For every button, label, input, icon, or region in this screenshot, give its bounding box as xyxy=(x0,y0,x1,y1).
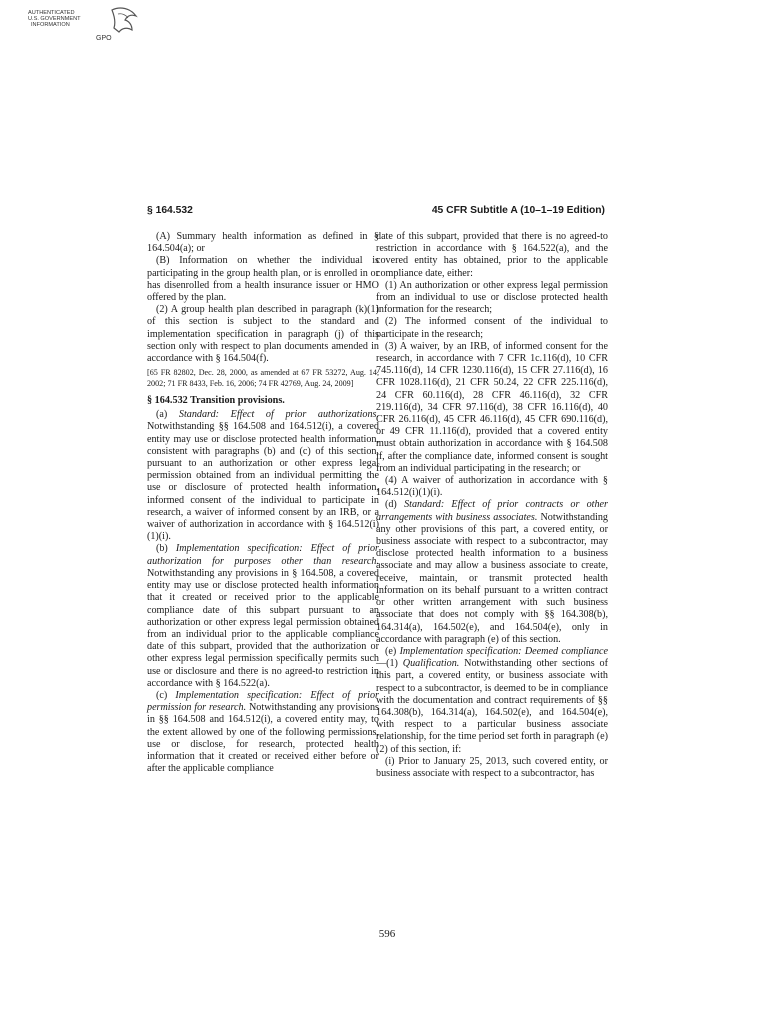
gpo-authentication-seal xyxy=(28,4,144,48)
paragraph-text: Notwithstanding any other provisions of this part, a covered entity, or business associate with respect to a subcontractor, may disclose protected health information to a business associate and may allow a business associate to create, receive, maintain, or transmit protected health information on its behalf pursuant to a written contract or other written arrangement with such business associate that does not comply with §§ 164.308(b), 164.314(a), 164.502(e), and 164.504(e), only in accordance with paragraph (e) of this section. xyxy=(376,511,608,645)
paragraph: (i) Prior to January 25, 2013, such covered entity, or business associate with respect to a subcontractor, has xyxy=(376,755,608,779)
paragraph-d xyxy=(376,499,608,645)
seal-line-3: INFORMATION xyxy=(31,22,70,28)
paragraph: date of this subpart, provided that there is no agreed-to restriction in accordance with § 164.522(a), and the covered entity has obtained, prior to the applicable compliance date, either: xyxy=(376,231,608,279)
paragraph-caption: Implementation specification: Effect of prior authorization for purposes other than research. xyxy=(147,543,379,567)
seal-line-1: AUTHENTICATED xyxy=(28,10,75,16)
seal-line-2: U.S. GOVERNMENT xyxy=(28,16,81,22)
paragraph-caption: Implementation specification: Effect of prior permission for research. xyxy=(147,689,379,714)
right-column xyxy=(376,231,608,780)
paragraph: (3) A waiver, by an IRB, of informed consent for the research, in accordance with 7 CFR 1c.116(d), 10 CFR 745.116(d), 14 CFR 1230.116(d), 15 CFR 27.116(d), 16 CFR 1028.116(d), 21 CFR 50.24, 22 CFR 225.116(d), 24 CFR 60.116(d), 28 CFR 46.116(d), 32 CFR 219.116(d), 34 CFR 97.116(d), 38 CFR 16.116(d), 40 CFR 26.116(d), 45 CFR 46.116(d), 45 CFR 690.116(d), or 49 CFR 11.116(d), provided that a covered entity must obtain authorization in accordance with § 164.508 if, after the compliance date, informed consent is sought from an individual participating in the research; or xyxy=(376,340,608,474)
paragraph-caption: Standard: Effect of prior authorizations. xyxy=(178,409,379,421)
section-heading: § 164.532 Transition provisions. xyxy=(147,395,285,407)
paragraph-caption: Implementation specification: Deemed compliance xyxy=(399,645,608,657)
paragraph-caption: Standard: Effect of prior contracts or other arrangements with business associates. xyxy=(376,499,608,523)
paragraph-subcaption: Qualification. xyxy=(402,658,460,670)
paragraph-c xyxy=(147,690,379,775)
paragraph-dash: —(1) xyxy=(376,658,403,670)
header-section-number: § 164.532 xyxy=(147,205,193,216)
paragraph-text: Notwithstanding any provisions in § 164.508, a covered entity may use or disclose protected health information that it created or received prior to the applicable compliance date of this subpart pursuant to an authorization or other express legal permission obtained from an individual prior to the applicable compliance date of this subpart, provided that the authorization or other express legal permission specifically permits such use or disclosure and there is no agreed-to restriction in accordance with § 164.522(a). xyxy=(147,567,379,689)
left-column xyxy=(147,231,379,775)
paragraph: (B) Information on whether the individual is participating in the group health plan, or is enrolled in or has disenrolled from a health insurance issuer or HMO offered by the plan. xyxy=(147,255,379,304)
eagle-seal-icon xyxy=(28,4,144,48)
paragraph-label: (b) xyxy=(156,543,176,555)
amendment-citation: [65 FR 82802, Dec. 28, 2000, as amended at 67 FR 53272, Aug. 14, 2002; 71 FR 8433, Feb. 16, 2006; 74 FR 42769, Aug. 24, 2009] xyxy=(147,368,379,388)
paragraph: (A) Summary health information as defined in § 164.504(a); or xyxy=(147,231,379,255)
running-header xyxy=(147,205,605,219)
paragraph-label: (a) xyxy=(156,409,179,421)
paragraph-label: (d) xyxy=(385,499,405,511)
paragraph: (2) The informed consent of the individual to participate in the research; xyxy=(376,316,608,340)
paragraph: (4) A waiver of authorization in accordance with § 164.512(i)(1)(i). xyxy=(376,475,608,499)
paragraph-text: Notwithstanding any provisions in §§ 164.508 and 164.512(i), a covered entity may, to the extent allowed by one of the following permissions, use or disclose, for research, protected health information that it created or received either before or after the applicable compliance xyxy=(147,702,379,775)
paragraph-label: (e) xyxy=(385,645,400,657)
paragraph-e xyxy=(376,646,608,756)
paragraph-b xyxy=(147,543,379,689)
seal-gpo-text: GPO xyxy=(96,35,112,42)
paragraph: (1) An authorization or other express legal permission from an individual to use or disclose protected health information for the research; xyxy=(376,279,608,316)
paragraph-text: Notwithstanding §§ 164.508 and 164.512(i), a covered entity may use or disclose protected health information, consistent with paragraphs (b) and (c) of this section, pursuant to an authorization or other express legal permission obtained from an individual permitting the use or disclosure of protected health information, informed consent of the individual to participate in research, a waiver of informed consent by an IRB, or a waiver of authorization in accordance with § 164.512(i)(1)(i). xyxy=(147,421,379,543)
header-edition: 45 CFR Subtitle A (10–1–19 Edition) xyxy=(431,205,605,216)
paragraph-text: Notwithstanding other sections of this part, a covered entity, or business associate with respect to a subcontractor, is deemed to be in compliance with the documentation and contract requirements of §§ 164.308(b), 164.314(a), 164.502(e), and 164.504(e), with respect to a particular business associate relationship, for the time period set forth in paragraph (e)(2) of this section, if: xyxy=(376,658,608,755)
paragraph-label: (c) xyxy=(156,689,176,701)
paragraph-a xyxy=(147,409,379,543)
paragraph: (2) A group health plan described in paragraph (k)(1) of this section is subject to the standard and implementation specification in paragraph (j) of this section only with respect to plan documents amended in accordance with § 164.504(f). xyxy=(147,304,379,365)
page-number: 596 xyxy=(378,928,396,940)
